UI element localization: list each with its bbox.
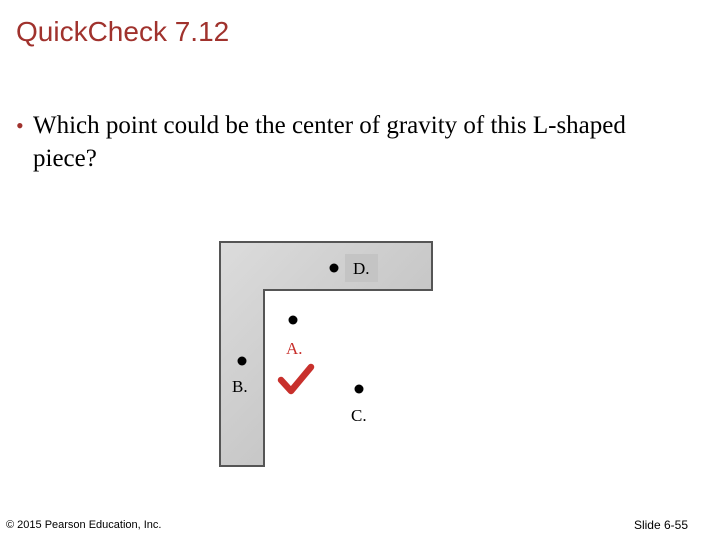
bullet-icon: •: [16, 113, 24, 138]
copyright-text: © 2015 Pearson Education, Inc.: [6, 519, 162, 531]
slide-title: QuickCheck 7.12: [16, 16, 230, 47]
point-a-label: A.: [286, 339, 303, 358]
point-a-dot: [289, 316, 298, 325]
l-shaped-piece: [220, 242, 432, 466]
point-c-dot: [355, 385, 364, 394]
question-text: Which point could be the center of gravity of this L-shaped piece?: [33, 112, 626, 172]
check-mark-icon: [281, 367, 311, 391]
point-c-label: C.: [351, 406, 367, 425]
point-b-dot: [238, 357, 247, 366]
slide-number: Slide 6-55: [633, 518, 688, 532]
point-b-label: B.: [232, 377, 248, 396]
point-d-dot: [330, 264, 339, 273]
point-d-label: D.: [353, 259, 370, 278]
